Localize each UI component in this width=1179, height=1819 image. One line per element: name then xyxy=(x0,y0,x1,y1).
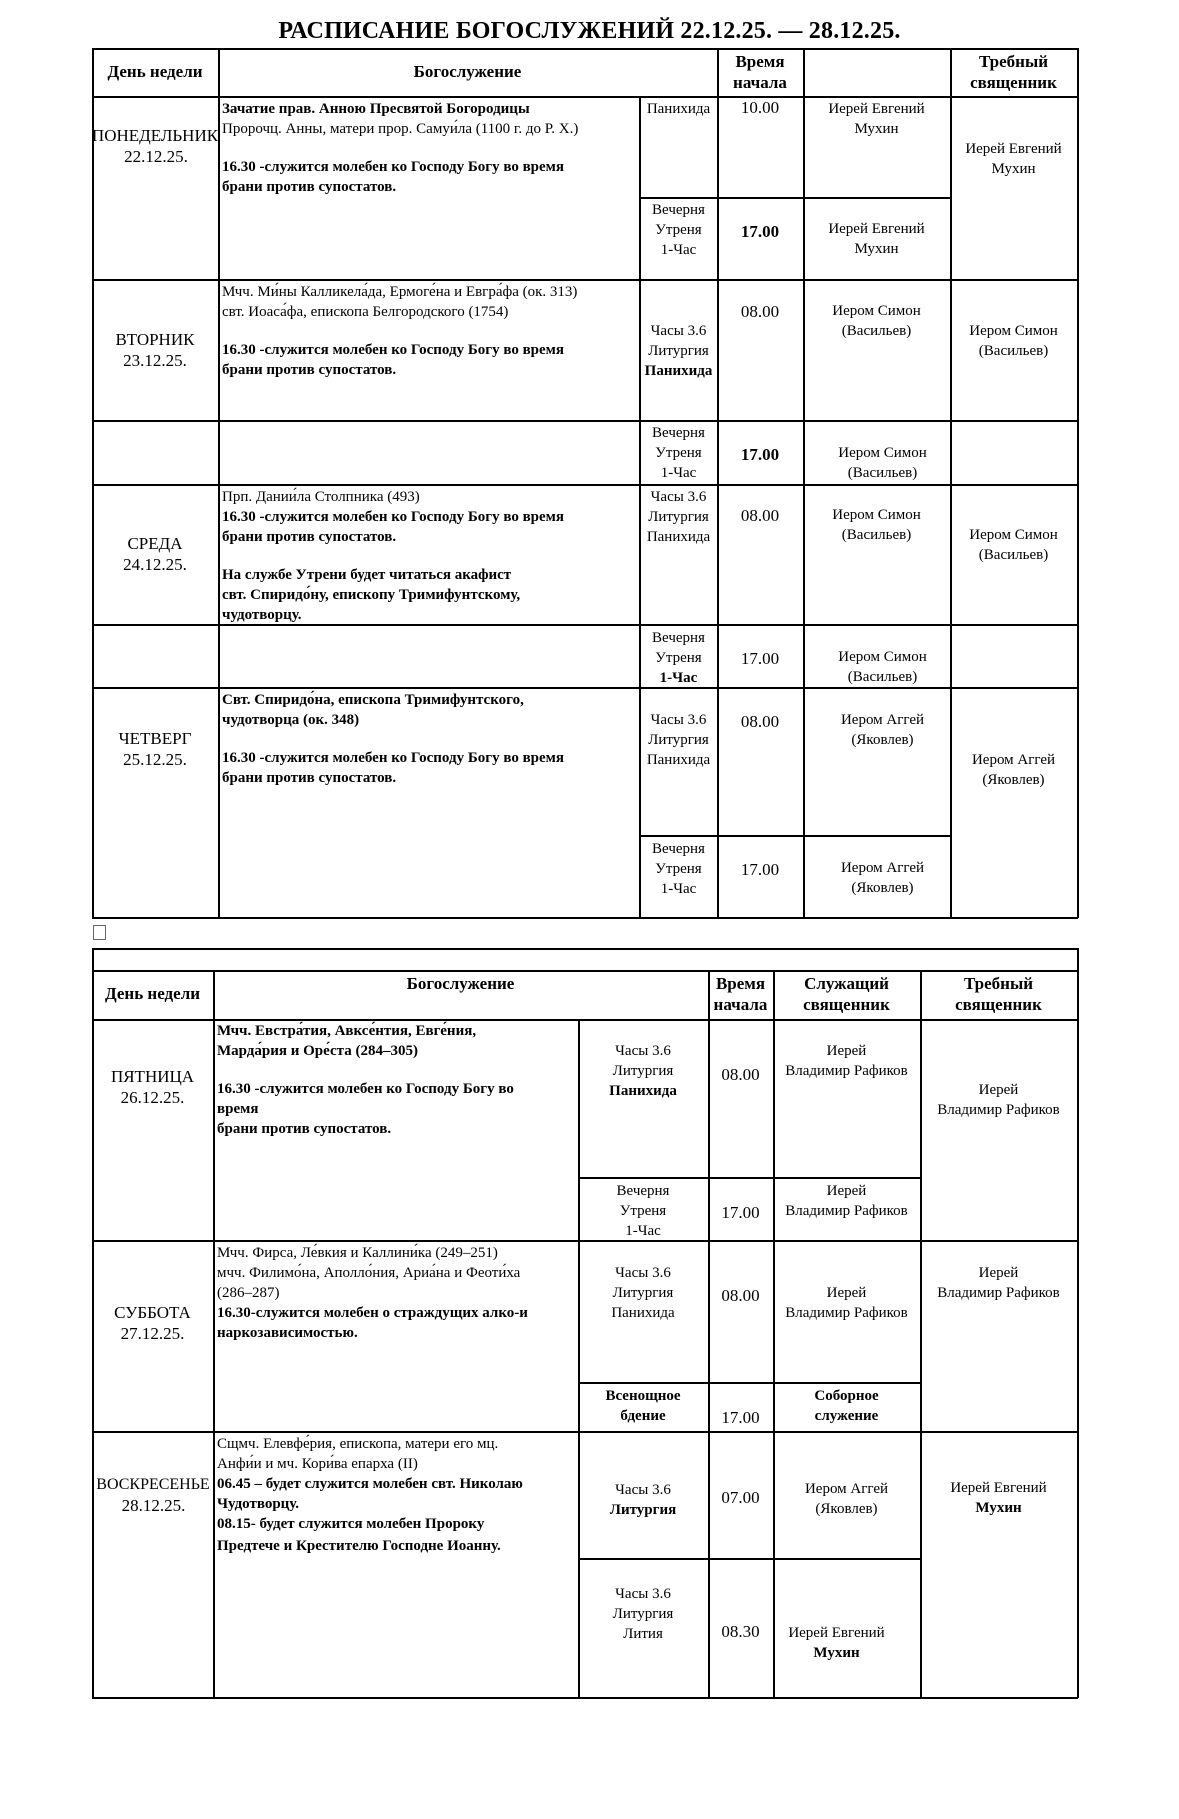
time-sunday-2: 08.30 xyxy=(721,1622,760,1641)
service-text-saturday: Мчч. Фирса, Ле́вкия и Каллини́ка (249–251) мчч. Филимо́на, Аполло́ния, Ариа́на и Феоти́ха (286–287) 16.30-служится молебен о страждущих алко-и наркозависимостью. xyxy=(217,1245,528,1341)
time-thursday-2: 17.00 xyxy=(740,860,780,879)
header2-priest: Требный священник xyxy=(955,974,1042,1014)
time-tuesday-2: 17.00 xyxy=(740,445,780,464)
day-sunday: ВОСКРЕСЕНЬЕ 28.12.25. xyxy=(96,1476,210,1515)
day-wednesday: СРЕДА 24.12.25. xyxy=(123,534,187,574)
service-type-friday-1: Часы 3.6 Литургия Панихида xyxy=(609,1043,677,1099)
service-type-sunday-2: Часы 3.6 Литургия Лития xyxy=(612,1586,674,1642)
celebrant-sunday-1: Иером Аггей (Яковлев) xyxy=(804,1481,889,1517)
header-day: День недели xyxy=(107,62,203,81)
celebrant-friday-2: Иерей Владимир Рафиков xyxy=(785,1183,908,1219)
treb-thursday: Иером Аггей (Яковлев) xyxy=(971,752,1056,788)
treb-friday: Иерей Владимир Рафиков xyxy=(937,1082,1060,1118)
time-wednesday-1: 08.00 xyxy=(740,506,780,525)
header-priest: Требный священник xyxy=(970,52,1057,92)
time-thursday-1: 08.00 xyxy=(740,712,780,731)
treb-tuesday: Иером Симон (Васильев) xyxy=(969,323,1058,359)
celebrant-monday-1: Иерей Евгений Мухин xyxy=(828,101,925,137)
service-type-monday-1: Панихида xyxy=(646,101,711,117)
service-text-friday: Мчч. Евстра́тия, Авксе́нтия, Евге́ния, Марда́рия и Оре́ста (284–305) 16.30 -служится молебен ко Господу Богу во время брани против супостатов. xyxy=(217,1023,514,1137)
time-saturday-1: 08.00 xyxy=(721,1286,760,1305)
service-type-thursday-2: Вечерня Утреня 1-Час xyxy=(652,841,705,897)
service-type-saturday-2: Всенощное бдение xyxy=(605,1388,681,1424)
header2-day: День недели xyxy=(104,984,201,1003)
time-tuesday-1: 08.00 xyxy=(740,302,780,321)
service-type-wednesday-1: Часы 3.6 Литургия Панихида xyxy=(646,489,711,545)
service-type-tuesday-1: Часы 3.6 Литургия Панихида xyxy=(644,323,713,379)
time-sunday-1: 07.00 xyxy=(721,1488,760,1507)
celebrant-thursday-2: Иером Аггей (Яковлев) xyxy=(840,860,925,896)
time-monday-1: 10.00 xyxy=(740,98,780,117)
service-type-thursday-1: Часы 3.6 Литургия Панихида xyxy=(646,712,711,768)
time-monday-2: 17.00 xyxy=(740,222,780,241)
day-thursday: ЧЕТВЕРГ 25.12.25. xyxy=(118,729,192,769)
celebrant-tuesday-2: Иером Симон (Васильев) xyxy=(838,445,927,481)
service-type-monday-2: Вечерня Утреня 1-Час xyxy=(652,202,705,258)
header2-celebrant: Служащий священник xyxy=(803,974,890,1014)
service-type-friday-2: Вечерня Утреня 1-Час xyxy=(616,1183,670,1239)
header2-service: Богослужение xyxy=(406,974,515,993)
celebrant-saturday-2: Соборное служение xyxy=(814,1388,879,1424)
time-wednesday-2: 17.00 xyxy=(740,649,780,668)
celebrant-sunday-2: Иерей Евгений Мухин xyxy=(788,1625,885,1661)
celebrant-saturday-1: Иерей Владимир Рафиков xyxy=(785,1285,908,1321)
checkbox-icon xyxy=(93,925,106,940)
celebrant-thursday-1: Иером Аггей (Яковлев) xyxy=(840,712,925,748)
celebrant-monday-2: Иерей Евгений Мухин xyxy=(828,221,925,257)
celebrant-wednesday-1: Иером Симон (Васильев) xyxy=(832,507,921,543)
service-text-monday: Зачатие прав. Анною Пресвятой Богородицы Пророчц. Анны, матери прор. Самуи́ла (1100 г. до Р. Х.) 16.30 -служится молебен ко Господу Богу во время брани против супостатов. xyxy=(222,101,579,195)
service-text-wednesday: Прп. Дании́ла Столпника (493) 16.30 -служится молебен ко Господу Богу во время брани против супостатов. На службе Утрени будет читаться акафист свт. Спиридо́ну, епископу Тримифунтскому, чудотворцу. xyxy=(222,489,564,623)
celebrant-tuesday-1: Иером Симон (Васильев) xyxy=(832,303,921,339)
day-friday: ПЯТНИЦА 26.12.25. xyxy=(110,1067,195,1107)
treb-wednesday: Иером Симон (Васильев) xyxy=(969,527,1058,563)
treb-saturday: Иерей Владимир Рафиков xyxy=(937,1265,1060,1301)
page-title: РАСПИСАНИЕ БОГОСЛУЖЕНИЙ 22.12.25. — 28.12.25. xyxy=(278,18,901,44)
day-monday: ПОНЕДЕЛЬНИК 22.12.25. xyxy=(91,126,219,166)
day-tuesday: ВТОРНИК 23.12.25. xyxy=(115,330,195,370)
header2-time: Время начала xyxy=(713,974,768,1014)
celebrant-wednesday-2: Иером Симон (Васильев) xyxy=(838,649,927,685)
service-type-sunday-1: Часы 3.6 Литургия xyxy=(609,1482,677,1518)
time-friday-2: 17.00 xyxy=(721,1203,760,1222)
day-saturday: СУББОТА 27.12.25. xyxy=(114,1303,191,1343)
service-type-tuesday-2: Вечерня Утреня 1-Час xyxy=(652,425,705,481)
celebrant-friday-1: Иерей Владимир Рафиков xyxy=(785,1043,908,1079)
header-time: Время начала xyxy=(733,52,787,92)
service-type-saturday-1: Часы 3.6 Литургия Панихида xyxy=(611,1265,675,1321)
time-friday-1: 08.00 xyxy=(721,1065,760,1084)
service-text-sunday: Сщмч. Елевфе́рия, епископа, матери его мц. Анфи́и и мч. Кори́ва епарха (II) 06.45 – будет служится молебен свт. Николаю Чудотворцу. 08.15- будет служится молебен Пророку Предтече и Крестителю Господне Иоанну. xyxy=(217,1436,523,1554)
service-text-tuesday: Мчч. Ми́ны Калликела́да, Ермоге́на и Евгра́фа (ок. 313) свт. Иоаса́фа, епископа Белгородского (1754) 16.30 -служится молебен ко Господу Богу во время брани против супостатов. xyxy=(222,284,578,378)
service-type-wednesday-2: Вечерня Утреня 1-Час xyxy=(652,630,705,686)
treb-sunday: Иерей Евгений Мухин xyxy=(950,1480,1047,1516)
time-saturday-2: 17.00 xyxy=(721,1408,760,1427)
treb-monday: Иерей Евгений Мухин xyxy=(965,141,1062,177)
header-service: Богослужение xyxy=(413,62,522,81)
service-text-thursday: Свт. Спиридо́на, епископа Тримифунтского, чудотворца (ок. 348) 16.30 -служится молебен ко Господу Богу во время брани против супостатов. xyxy=(222,692,564,786)
